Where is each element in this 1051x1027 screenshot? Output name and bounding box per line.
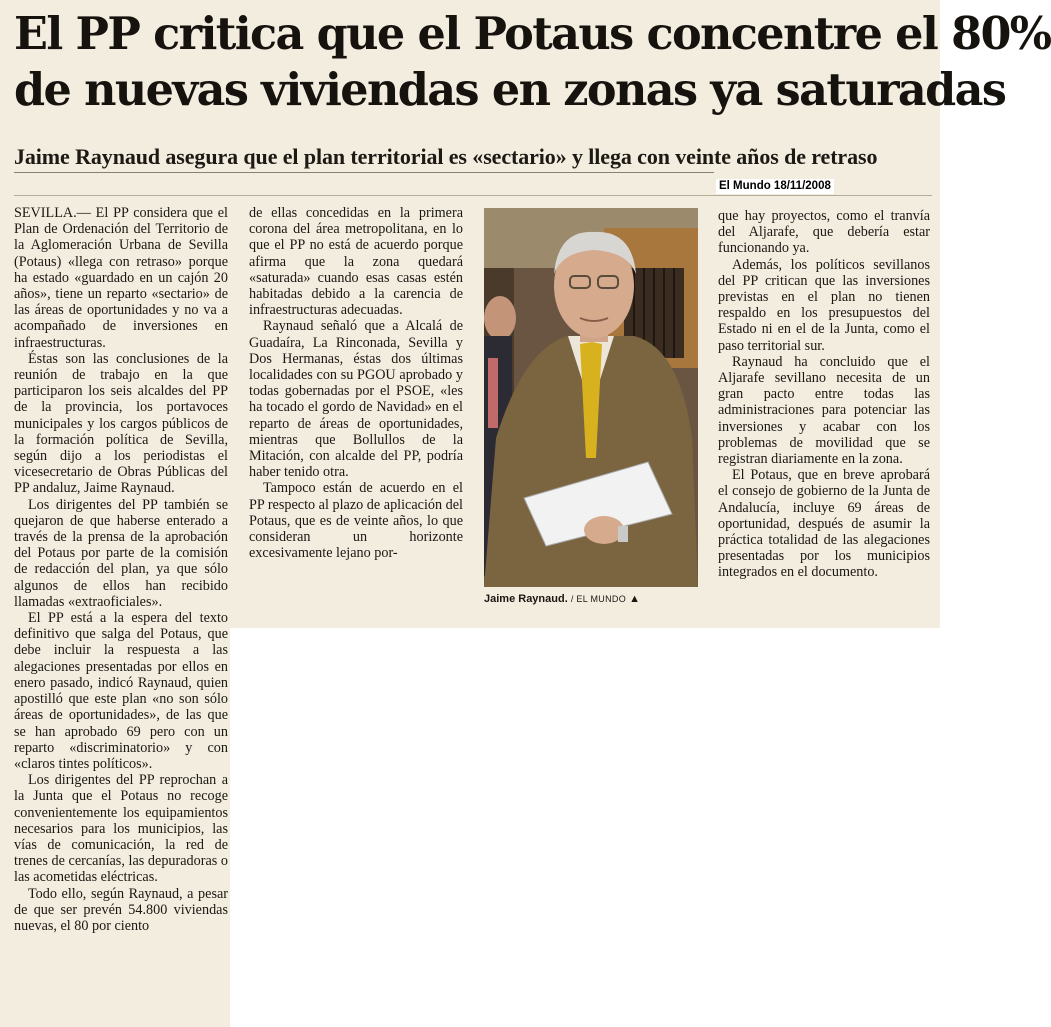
headline-line-1: El PP critica que el Potaus concentre el 80% [14, 8, 1051, 60]
caption-name: Jaime Raynaud. [484, 593, 568, 605]
paragraph: Los dirigentes del PP también se quejaron de que haberse enterado a través de la prensa de la aprobación del Potaus por parte de la comisión de redacción del plan, ya que sólo algunos de ellos han recibido llamadas «extraoficiales». [14, 496, 228, 610]
blank-area [230, 628, 940, 1027]
paragraph: Tampoco están de acuerdo en el PP respecto al plazo de aplicación del Potaus, que es de veinte años, lo que consideran un horizonte excesivamente lejano por- [249, 480, 463, 562]
paragraph: Los dirigentes del PP reprochan a la Junta que el Potaus no recoge convenientemente los equipamientos necesarios para los municipios, las vías de comunicación, la red de trenes de cercanías, las depuradoras o las acometidas eléctricas. [14, 772, 228, 886]
caption-mark-icon: ▲ [629, 593, 640, 605]
paragraph: SEVILLA.— El PP considera que el Plan de Ordenación del Territorio de la Aglomeración Urbana de Sevilla (Potaus) «llega con retraso» porque ha estado «guardado en un cajón 20 años», tiene un reparto «sectario» de las áreas de oportunidades y no va a acompañado de inversiones en infraestructuras. [14, 205, 228, 351]
subtitle: Jaime Raynaud asegura que el plan territorial es «sectario» y llega con veinte años de retraso [14, 144, 878, 169]
paragraph: El Potaus, que en breve aprobará el consejo de gobierno de la Junta de Andalucía, incluye 69 áreas de oportunidad, después de asumir la práctica totalidad de las alegaciones presentadas por los municipios integrados en el documento. [718, 467, 930, 581]
paragraph: Éstas son las conclusiones de la reunión de trabajo en la que participaron los seis alcaldes del PP de la provincia, los portavoces municipales y los cargos públicos de la formación política de Sevilla, según dijo a los periodistas el vicesecretario de Obras Públicas del PP andaluz, Jaime Raynaud. [14, 350, 228, 497]
paragraph: Raynaud ha concluido que el Aljarafe sevillano necesita de un gran pacto entre todas las administraciones para potenciar las inversiones y acabar con los problemas de movilidad que se registran diariamente en la zona. [718, 353, 930, 468]
paragraph: que hay proyectos, como el tranvía del Aljarafe, que debería estar funcionando ya. [718, 208, 930, 257]
subtitle-divider [14, 195, 932, 196]
paragraph: El PP está a la espera del texto definitivo que salga del Potaus, que debe incluir la respuesta a las alegaciones presentadas por ellos en enero pasado, indicó Raynaud, quien apostilló que este plan «no son sólo áreas de oportunidades», de las que se han aprobado 69 pero con un reparto «discriminatorio» y con «claros tintes políticos». [14, 610, 228, 772]
source-tag: El Mundo 18/11/2008 [716, 179, 834, 194]
article-column-1 [14, 205, 228, 934]
article-column-2 [249, 205, 463, 561]
paragraph: de ellas concedidas en la primera corona del área metropolitana, en lo que el PP no está de acuerdo porque afirma que la zona quedará «saturada» cuando esas casas estén habitadas debido a la carencia de infraestructuras adecuadas. [249, 205, 463, 319]
paragraph: Además, los políticos sevillanos del PP critican que las inversiones previstas en el plan no tienen respaldo en los presupuestos del Estado ni en el de la Junta, como el paso territorial sur. [718, 256, 930, 354]
headline-divider [14, 172, 714, 173]
news-photo [484, 208, 698, 587]
headline [14, 6, 1051, 118]
headline-line-2: de nuevas viviendas en zonas ya saturadas [14, 64, 1006, 116]
photo-illustration [484, 208, 698, 587]
paragraph: Todo ello, según Raynaud, a pesar de que ser prevén 54.800 viviendas nuevas, el 80 por ciento [14, 885, 228, 934]
caption-credit: / EL MUNDO [570, 594, 626, 604]
photo-caption [484, 591, 698, 607]
paragraph: Raynaud señaló que a Alcalá de Guadaíra, La Rinconada, Sevilla y Dos Hermanas, éstas dos últimas localidades con su PGOU aprobado y todas gobernadas por el PSOE, «les ha tocado el gordo de Navidad» en el reparto de áreas de oportunidades, mientras que Bollullos de la Mitación, con alcalde del PP, podría haber tenido otra. [249, 318, 463, 481]
article-column-3 [718, 208, 930, 581]
